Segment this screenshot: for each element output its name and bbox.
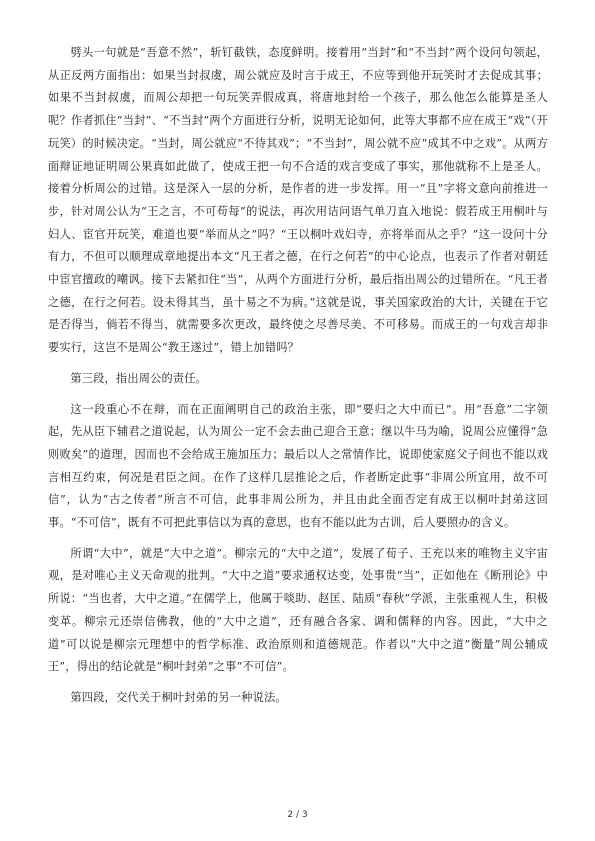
page-number: 2 / 3 <box>287 810 308 820</box>
paragraph-1: 劈头一句就是“吾意不然”，斩钉截铁，态度鲜明。接着用“当封”和“不当封”两个设问句领起，从正反两方面指出：如果当封叔虞，周公就应及时言于成王，不应等到他开玩笑时才去促成其事；如果不当封叔虞，而周公却把一句玩笑弄假成真，将唐地封给一个孩子，那么他怎么能算是圣人呢？作者抓住“当封”、“不当封”两个方面进行分析，说明无论如何，此等大事都不应在成王“戏”（开玩笑）的时候决定。“当封，周公就应“不待其戏”；“不当封”，周公就不应“成其不中之戏”。从两方面辩证地证明周公果真如此做了，使成王把一句不合适的戏言变成了事实，那他就称不上是圣人。接着分析周公的过错。这是深入一层的分析，是作者的进一步发挥。用一“且”字将文意向前推进一步，针对周公认为“王之言，不可苟每”的说法，再次用诘问语气单刀直入地说：假若成王用桐叶与妇人、宦官开玩笑，难道也要“举而从之”吗？“王以桐叶戏妇寺，亦将举而从之乎？”这一设问十分有力，不但可以顺理成章地提出本文“凡王者之德，在行之何若”的中心论点，也表示了作者对朝廷中宦官擅政的嘲讽。接下去紧扣住“当”，从两个方面进行分析，最后指出周公的过错所在。“凡王者之德，在行之何若。设未得其当，虽十易之不为病。”这就是说，事关国家政治的大计，关键在于它是否得当，倘若不得当，就需要多次更改，最终使之尽善尽美、不可移易。而成王的一句戏言却非要实行，这岂不是周公“教王遂过”，错上加错吗？ <box>48 46 548 355</box>
paragraph-4: 所谓“大中”，就是“大中之道”。柳宗元的“大中之道”，发展了荀子、王充以来的唯物主义宇宙观，是对唯心主义天命观的批判。“大中之道”要求通权达变，处事贵“当”，正如他在《断刑论》中所说：“当也者，大中之道。”在儒学上，他属于啖助、赵匡、陆质“春秋”学派，主张重视人生，积极变革。柳宗元还崇信佛教，他的“大中之道”，还有融合各家、调和儒释的内容。因此，“大中之道”可以说是柳宗元理想中的哲学标准、政治原则和道德规范。作者以“大中之道”衡量“周公辅成王”，得出的结论就是“桐叶封弟”之事“不可信”。 <box>48 546 548 674</box>
paragraph-3: 这一段重心不在辩，而在正面阐明自己的政治主张，即“要归之大中而已”。用“吾意”二字领起，先从臣下辅君之道说起，认为周公一定不会去曲己迎合王意；继以牛马为喻，说周公应懂得“急则败矣”的道理，因而也不会给成王施加压力；最后以人之常情作比，说即使家庭父子间也不能以戏言相互约束，何况是君臣之间。在作了这样几层推论之后，作者断定此事“非周公所宜用，故不可信”，认为“古之传者”所言不可信，此事非周公所为，并且由此全面否定有成王以桐叶封弟这回事。“不可信”，既有不可把此事信以为真的意思，也有不能以此为古训，后人要照办的含义。 <box>48 402 548 530</box>
paragraph-5: 第四段，交代关于桐叶封弟的另一种说法。 <box>70 690 287 704</box>
paragraph-2: 第三段，指出周公的责任。 <box>70 371 208 385</box>
document-body <box>48 42 548 718</box>
